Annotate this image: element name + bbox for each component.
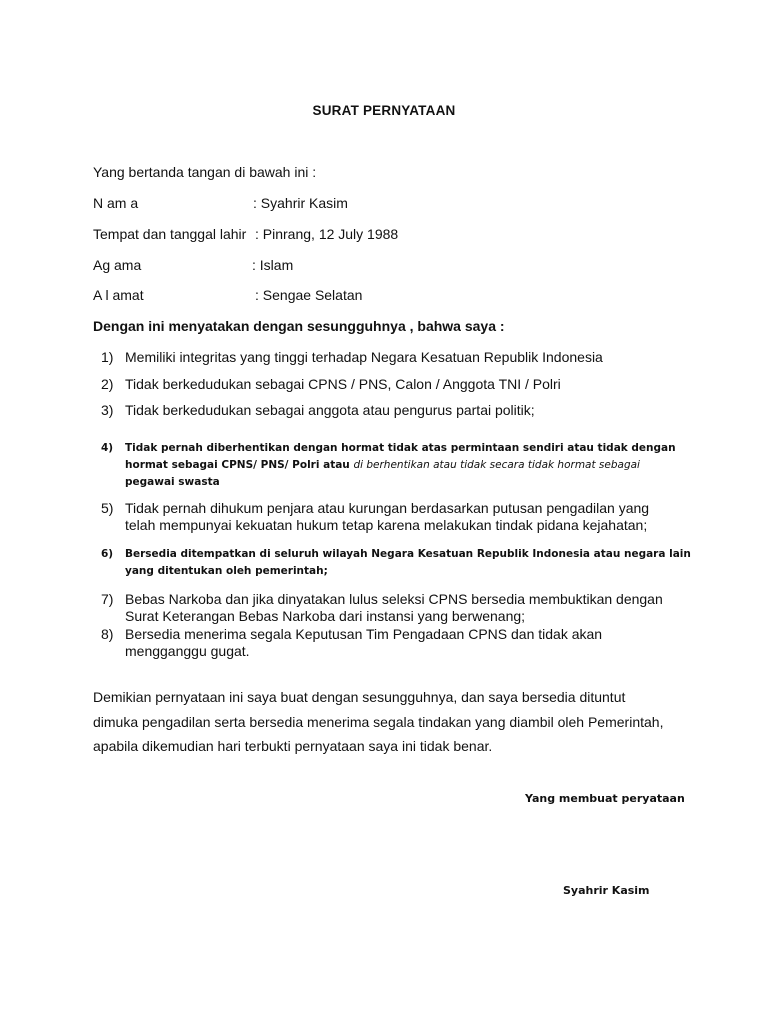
list-item <box>0 546 768 580</box>
list-item-number: 6) <box>101 548 114 560</box>
list-item-text: Tidak berkedudukan sebagai CPNS / PNS, Calon / Anggota TNI / Polri <box>125 376 561 392</box>
closing-line-1: Demikian pernyataan ini saya buat dengan sesungguhnya, dan saya bersedia dituntut <box>93 689 626 705</box>
list-item-text: Tidak pernah dihukum penjara atau kurungan berdasarkan putusan pengadilan yang <box>125 500 650 516</box>
identity-value-nama: : Syahrir Kasim <box>253 195 348 211</box>
list-item <box>0 591 768 625</box>
list-item-text-line2: Surat Keterangan Bebas Narkoba dari instansi yang berwenang; <box>125 608 526 624</box>
document-title: SURAT PERNYATAAN <box>312 103 456 118</box>
list-item-text-line2: mengganggu gugat. <box>125 643 250 659</box>
list-item-number: 1) <box>101 349 114 365</box>
list-item-text-line2: yang ditentukan oleh pemerintah; <box>125 565 328 577</box>
declaration-heading: Dengan ini menyatakan dengan sesungguhnya , bahwa saya : <box>93 318 505 334</box>
list-item-number: 3) <box>101 402 114 418</box>
identity-label-alamat: A l amat <box>93 287 144 303</box>
list-item-number: 7) <box>101 591 114 607</box>
list-item-text-line2 <box>125 457 640 474</box>
list-item-text-bold: hormat sebagai CPNS/ PNS/ Polri atau <box>125 459 354 471</box>
identity-label-agama: Ag ama <box>93 257 142 273</box>
list-item-text: Bersedia ditempatkan di seluruh wilayah Negara Kesatuan Republik Indonesia atau negara lain <box>125 548 691 560</box>
list-item-text-italic: di berhentikan atau tidak secara tidak hormat sebagai <box>353 459 640 471</box>
list-item <box>0 440 768 491</box>
list-item-text: Bersedia menerima segala Keputusan Tim Pengadaan CPNS dan tidak akan <box>125 626 603 642</box>
list-item-text: Tidak pernah diberhentikan dengan hormat tidak atas permintaan sendiri atau tidak dengan <box>125 442 676 454</box>
list-item <box>0 626 768 660</box>
list-item-text: Memiliki integritas yang tinggi terhadap Negara Kesatuan Republik Indonesia <box>125 349 603 365</box>
list-item <box>0 500 768 534</box>
identity-value-alamat: : Sengae Selatan <box>255 287 363 303</box>
identity-label-ttl: Tempat dan tanggal lahir <box>93 226 247 242</box>
list-item-number: 8) <box>101 626 114 642</box>
list-item-text-line3: pegawai swasta <box>125 476 220 488</box>
closing-line-2: dimuka pengadilan serta bersedia menerima segala tindakan yang diambil oleh Pemerintah, <box>93 714 664 730</box>
list-item-text: Bebas Narkoba dan jika dinyatakan lulus seleksi CPNS bersedia membuktikan dengan <box>125 591 663 607</box>
list-item-text: Tidak berkedudukan sebagai anggota atau pengurus partai politik; <box>125 402 535 418</box>
identity-label-nama: N am a <box>93 195 139 211</box>
closing-line-3: apabila dikemudian hari terbukti pernyataan saya ini tidak benar. <box>93 738 493 754</box>
list-item-number: 2) <box>101 376 114 392</box>
list-item-number: 4) <box>101 442 114 454</box>
list-item-number: 5) <box>101 500 114 516</box>
identity-value-agama: : Islam <box>252 257 294 273</box>
identity-value-ttl: : Pinrang, 12 July 1988 <box>255 226 399 242</box>
signature-caption: Yang membuat peryataan <box>525 792 685 805</box>
list-item-text-line2: telah mempunyai kekuatan hukum tetap karena melakukan tindak pidana kejahatan; <box>125 517 648 533</box>
signature-name: Syahrir Kasim <box>563 884 650 897</box>
intro-text: Yang bertanda tangan di bawah ini : <box>93 164 317 180</box>
